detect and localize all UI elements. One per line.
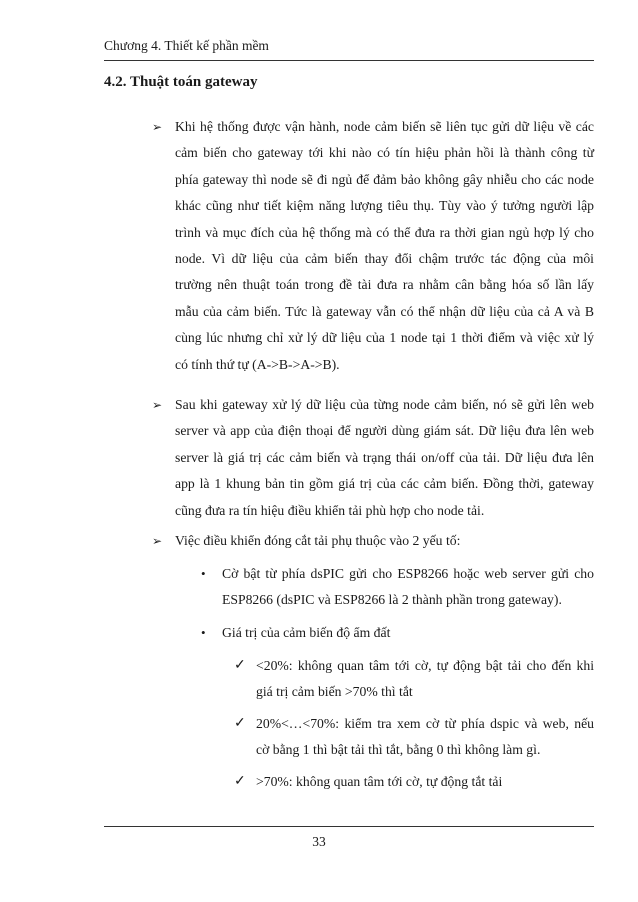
text-line: server và app của điện thoại để người dùng giám sát. Dữ liệu đưa lên web	[175, 423, 594, 439]
arrow-bullet-icon: ➢	[152, 398, 163, 412]
text-line: giá trị cảm biến >70% thì tắt	[256, 684, 413, 700]
round-bullet-icon: •	[201, 625, 206, 640]
text-line: cũng đưa ra tín hiệu điều khiển tải phù hợp cho node tải.	[175, 502, 485, 518]
page-number: 33	[312, 834, 326, 849]
text-line: <20%: không quan tâm tới cờ, tự động bật tải cho đến khi	[256, 658, 594, 673]
text-line: app là 1 khung bản tin gồm giá trị của các cảm biến. Đồng thời, gateway	[175, 476, 594, 492]
text-line: khác cũng như tiết kiệm năng lượng tiêu thụ. Tùy vào ý tưởng người lập	[175, 198, 594, 214]
check-item-1	[256, 653, 594, 706]
checkmark-icon: ✓	[234, 716, 246, 731]
text-line: cờ bằng 1 thì bật tải thì tắt, bằng 0 thì không làm gì.	[256, 742, 541, 758]
text-line: Khi hệ thống được vận hành, node cảm biến sẽ liên tục gửi dữ liệu về các	[175, 119, 594, 134]
text-line: 20%<…<70%: kiểm tra xem cờ từ phía dspic và web, nếu	[256, 716, 594, 731]
checkmark-icon: ✓	[234, 774, 246, 789]
check-item-3	[256, 769, 594, 795]
section-title: 4.2. Thuật toán gateway	[104, 74, 258, 90]
text-line: >70%: không quan tâm tới cờ, tự động tắt tải	[256, 774, 503, 789]
text-line: Giá trị của cảm biến độ ẩm đất	[222, 625, 391, 640]
paragraph-3	[175, 528, 594, 554]
paragraph-2	[175, 392, 594, 524]
round-bullet-icon: •	[201, 566, 206, 581]
text-line: Sau khi gateway xử lý dữ liệu của từng node cảm biến, nó sẽ gửi lên web	[175, 397, 594, 412]
chapter-header: Chương 4. Thiết kế phần mềm	[104, 38, 269, 53]
text-line: mẫu của cảm biến. Tức là gateway vẫn có thể nhận dữ liệu của cả A và B	[175, 303, 594, 319]
paragraph-1	[175, 114, 594, 378]
check-item-2	[256, 711, 594, 764]
footer-divider	[104, 826, 594, 827]
text-line: ESP8266 (dsPIC và ESP8266 là 2 thành phần trong gateway).	[222, 592, 562, 608]
text-line: trường nên thuật toán trong đề tài đưa ra nhằm cân bằng hóa số lần lấy	[175, 277, 594, 293]
arrow-bullet-icon: ➢	[152, 534, 163, 548]
text-line: cảm biến cho gateway tới khi nào có tín hiệu phản hồi là thành công từ	[175, 145, 594, 161]
text-line: cùng lúc nhưng chỉ xử lý dữ liệu của 1 node tại 1 thời điểm và việc xử lý	[175, 330, 594, 346]
text-line: node. Vì dữ liệu của cảm biến thay đổi chậm trước tác động của môi	[175, 251, 594, 267]
text-line: Việc điều khiển đóng cắt tải phụ thuộc vào 2 yếu tố:	[175, 533, 461, 548]
bullet-item-2	[222, 620, 594, 646]
arrow-bullet-icon: ➢	[152, 120, 163, 134]
text-line: server là giá trị các cảm biến và trạng thái on/off của tải. Dữ liệu đưa lên	[175, 449, 594, 465]
text-line: có tính thứ tự (A->B->A->B).	[175, 356, 340, 372]
header-divider	[104, 60, 594, 61]
checkmark-icon: ✓	[234, 658, 246, 673]
text-line: phía gateway thì node sẽ đi ngủ để đảm bảo không gây nhiễu cho các node	[175, 171, 594, 187]
text-line: trình và mục đích của hệ thống mà có thể đưa ra thời gian ngủ hợp lý cho	[175, 224, 594, 240]
bullet-item-1	[222, 561, 594, 614]
text-line: Cờ bật từ phía dsPIC gửi cho ESP8266 hoặc web server gửi cho	[222, 566, 594, 581]
